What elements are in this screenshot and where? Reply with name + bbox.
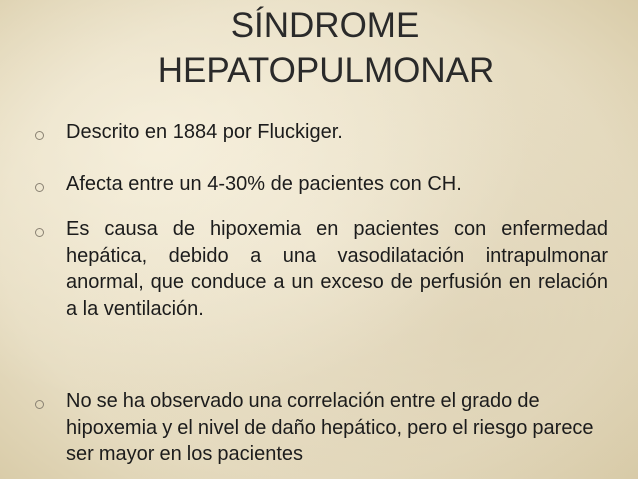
bullet-text: Descrito en 1884 por Fluckiger. [66, 121, 343, 143]
bullet-item [0, 119, 608, 146]
bullet-item [0, 171, 608, 198]
slide-title-line-1: SÍNDROME [230, 6, 420, 45]
hollow-circle-icon [35, 183, 44, 192]
bullet-text: Afecta entre un 4-30% de pacientes con CH. [66, 173, 462, 195]
bullet-text: Es causa de hipoxemia en pacientes con enfermedad hepática, debido a una vasodilatación intrapulmonar anormal, que conduce a un exceso de perfusión en relación a la ventilación. [66, 218, 608, 320]
slide-title-line-2: HEPATOPULMONAR [157, 51, 495, 90]
hollow-circle-icon [35, 131, 44, 140]
bullet-item [0, 388, 608, 468]
hollow-circle-icon [35, 400, 44, 409]
bullet-text: No se ha observado una correlación entre el grado de hipoxemia y el nivel de daño hepático, pero el riesgo parece ser mayor en los pacientes [66, 390, 594, 465]
hollow-circle-icon [35, 228, 44, 237]
bullet-item [0, 216, 608, 322]
